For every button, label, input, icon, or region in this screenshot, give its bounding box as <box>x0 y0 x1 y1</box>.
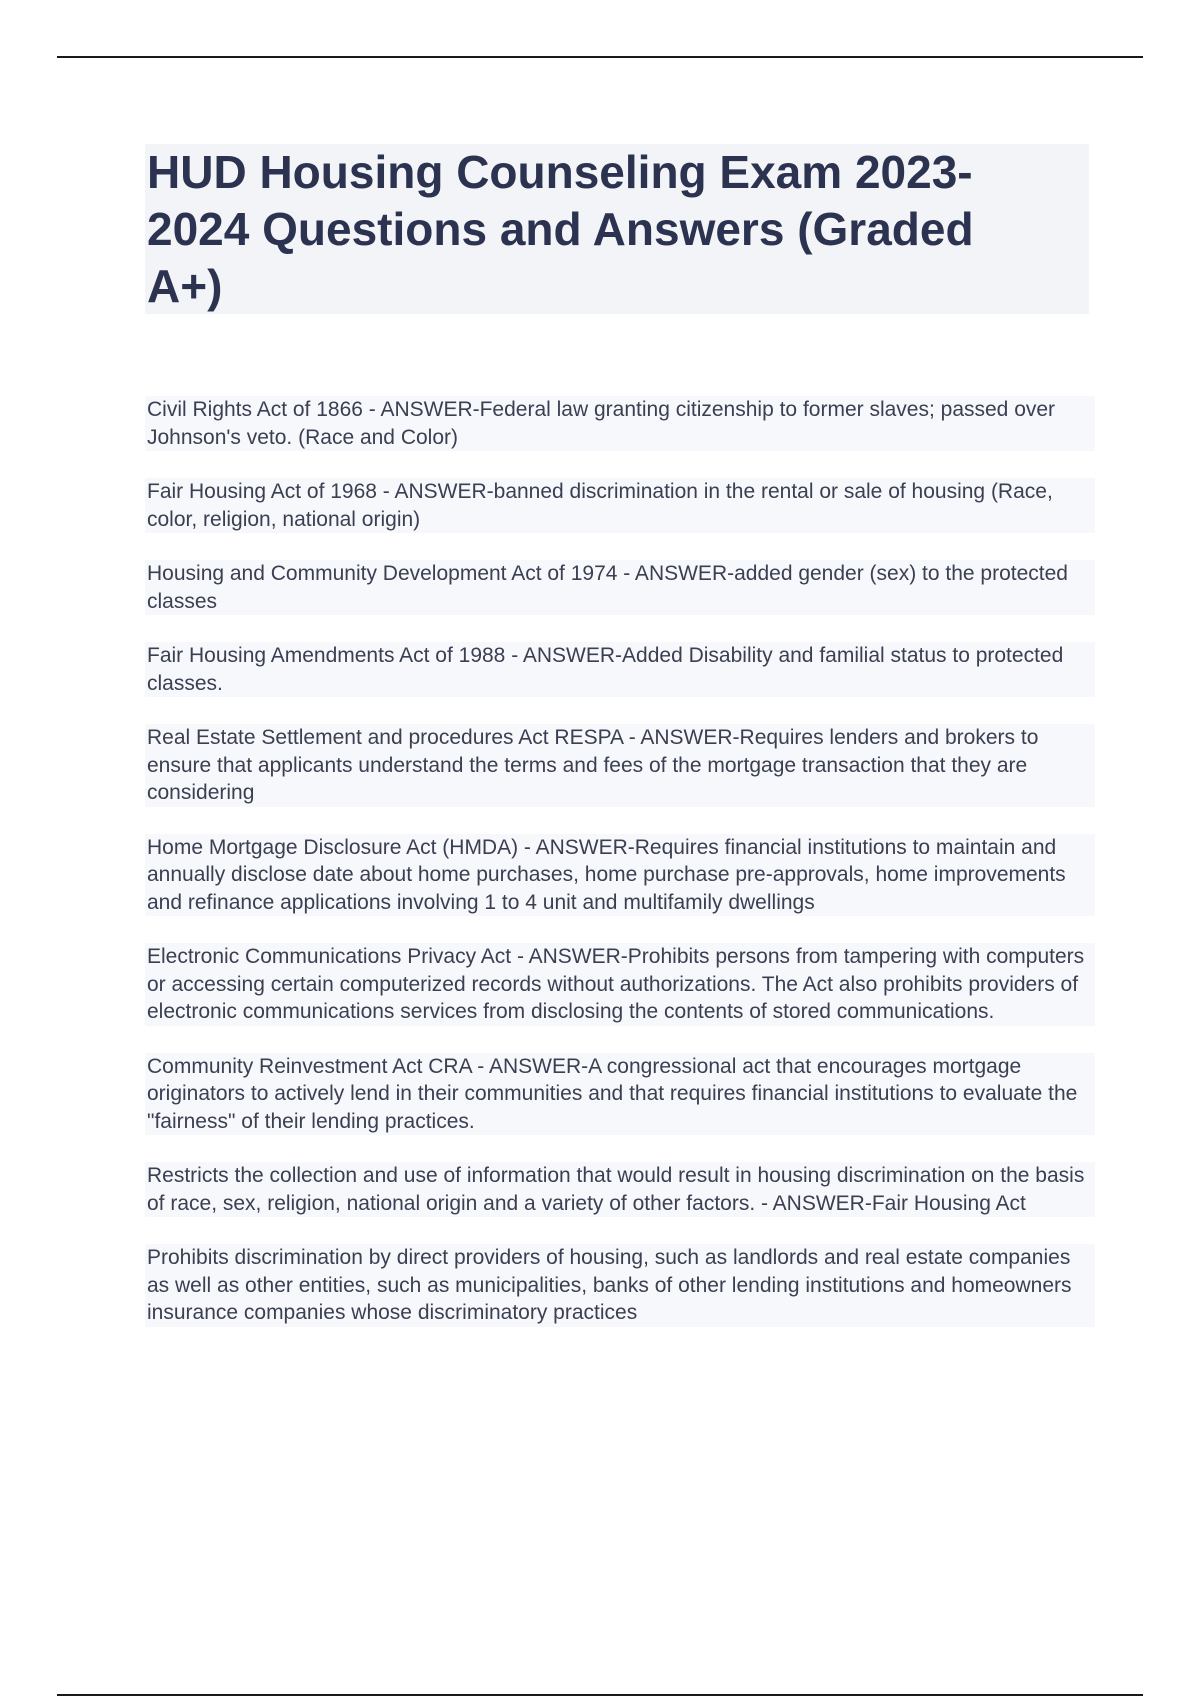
qa-item: Fair Housing Act of 1968 - ANSWER-banned discrimination in the rental or sale of housing (Race, color, religion, national origin) <box>145 478 1095 533</box>
qa-item: Housing and Community Development Act of 1974 - ANSWER-added gender (sex) to the protected classes <box>145 560 1095 615</box>
qa-item: Fair Housing Amendments Act of 1988 - ANSWER-Added Disability and familial status to protected classes. <box>145 642 1095 697</box>
qa-list <box>145 396 1095 1327</box>
qa-item: Real Estate Settlement and procedures Act RESPA - ANSWER-Requires lenders and brokers to ensure that applicants understand the terms and fees of the mortgage transaction that they are considering <box>145 724 1095 807</box>
bottom-divider <box>57 1694 1143 1696</box>
qa-item: Community Reinvestment Act CRA - ANSWER-A congressional act that encourages mortgage originators to actively lend in their communities and that requires financial institutions to evaluate the "fairness" of their lending practices. <box>145 1053 1095 1136</box>
qa-item: Prohibits discrimination by direct providers of housing, such as landlords and real estate companies as well as other entities, such as municipalities, banks of other lending institutions and homeowners insurance companies whose discriminatory practices <box>145 1244 1095 1327</box>
qa-item: Restricts the collection and use of information that would result in housing discrimination on the basis of race, sex, religion, national origin and a variety of other factors. - ANSWER-Fair Housing Act <box>145 1162 1095 1217</box>
qa-item: Civil Rights Act of 1866 - ANSWER-Federal law granting citizenship to former slaves; passed over Johnson's veto. (Race and Color) <box>145 396 1095 451</box>
title-block <box>145 144 1089 314</box>
qa-item: Electronic Communications Privacy Act - ANSWER-Prohibits persons from tampering with computers or accessing certain computerized records without authorizations. The Act also prohibits providers of electronic communications services from disclosing the contents of stored communications. <box>145 943 1095 1026</box>
document-title: HUD Housing Counseling Exam 2023-2024 Questions and Answers (Graded A+) <box>147 146 974 312</box>
qa-item: Home Mortgage Disclosure Act (HMDA) - ANSWER-Requires financial institutions to maintain and annually disclose date about home purchases, home purchase pre-approvals, home improvements and refinance applications involving 1 to 4 unit and multifamily dwellings <box>145 834 1095 917</box>
top-divider <box>57 56 1143 58</box>
